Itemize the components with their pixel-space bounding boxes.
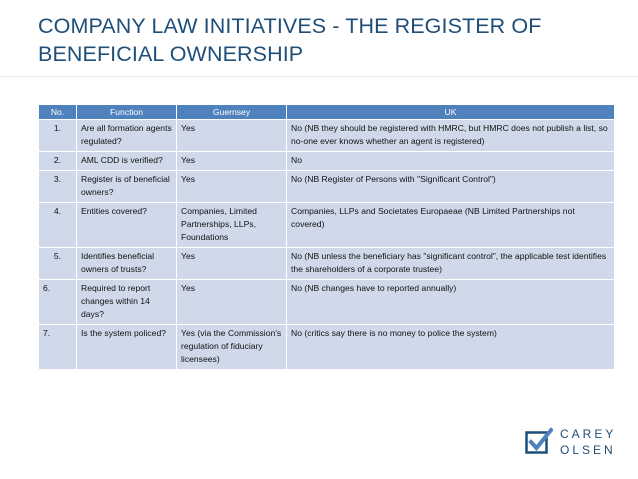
cell-function: Is the system policed?	[77, 325, 177, 370]
cell-function: Are all formation agents regulated?	[77, 120, 177, 152]
cell-guernsey: Companies, Limited Partnerships, LLPs, Foundations	[177, 203, 287, 248]
table-header-row	[39, 105, 615, 120]
cell-uk: Companies, LLPs and Societates Europaeae (NB Limited Partnerships not covered)	[287, 203, 615, 248]
page-title	[38, 12, 598, 68]
cell-guernsey: Yes	[177, 248, 287, 280]
cell-uk: No	[287, 152, 615, 171]
cell-function: AML CDD is verified?	[77, 152, 177, 171]
cell-guernsey: Yes (via the Commission's regulation of fiduciary licensees)	[177, 325, 287, 370]
table-row	[39, 248, 615, 280]
cell-function: Entities covered?	[77, 203, 177, 248]
cell-guernsey: Yes	[177, 120, 287, 152]
cell-function: Identifies beneficial owners of trusts?	[77, 248, 177, 280]
title-divider	[0, 76, 638, 77]
table-row	[39, 325, 615, 370]
cell-uk: No (critics say there is no money to police the system)	[287, 325, 615, 370]
cell-guernsey: Yes	[177, 152, 287, 171]
logo-text-line-1: CAREY	[560, 427, 617, 441]
cell-guernsey: Yes	[177, 280, 287, 325]
cell-uk: No (NB unless the beneficiary has "significant control", the applicable test identifies the shareholders of a corporate trustee)	[287, 248, 615, 280]
table-row	[39, 120, 615, 152]
cell-uk: No (NB they should be registered with HMRC, but HMRC does not publish a list, so no-one ever knows whether an agent is registered)	[287, 120, 615, 152]
cell-function: Register is of beneficial owners?	[77, 171, 177, 203]
cell-no: 4.	[39, 203, 77, 248]
table-row	[39, 152, 615, 171]
beneficial-ownership-table	[38, 104, 615, 370]
table-row	[39, 171, 615, 203]
logo-text-line-2: OLSEN	[560, 443, 616, 457]
page-title-line-1: COMPANY LAW INITIATIVES - THE REGISTER OF	[38, 14, 542, 38]
cell-no: 6.	[39, 280, 77, 325]
cell-no: 2.	[39, 152, 77, 171]
cell-no: 5.	[39, 248, 77, 280]
cell-no: 3.	[39, 171, 77, 203]
cell-function: Required to report changes within 14 days?	[77, 280, 177, 325]
header-guernsey: Guernsey	[177, 105, 287, 120]
header-uk: UK	[287, 105, 615, 120]
table-row	[39, 280, 615, 325]
cell-uk: No (NB Register of Persons with "Significant Control")	[287, 171, 615, 203]
cell-guernsey: Yes	[177, 171, 287, 203]
cell-no: 7.	[39, 325, 77, 370]
header-no: No.	[39, 105, 77, 120]
table-row	[39, 203, 615, 248]
header-function: Function	[77, 105, 177, 120]
checkmark-box-icon	[525, 427, 553, 455]
cell-no: 1.	[39, 120, 77, 152]
carey-olsen-logo	[523, 425, 623, 461]
cell-uk: No (NB changes have to reported annually)	[287, 280, 615, 325]
page-title-line-2: BENEFICIAL OWNERSHIP	[38, 42, 304, 66]
